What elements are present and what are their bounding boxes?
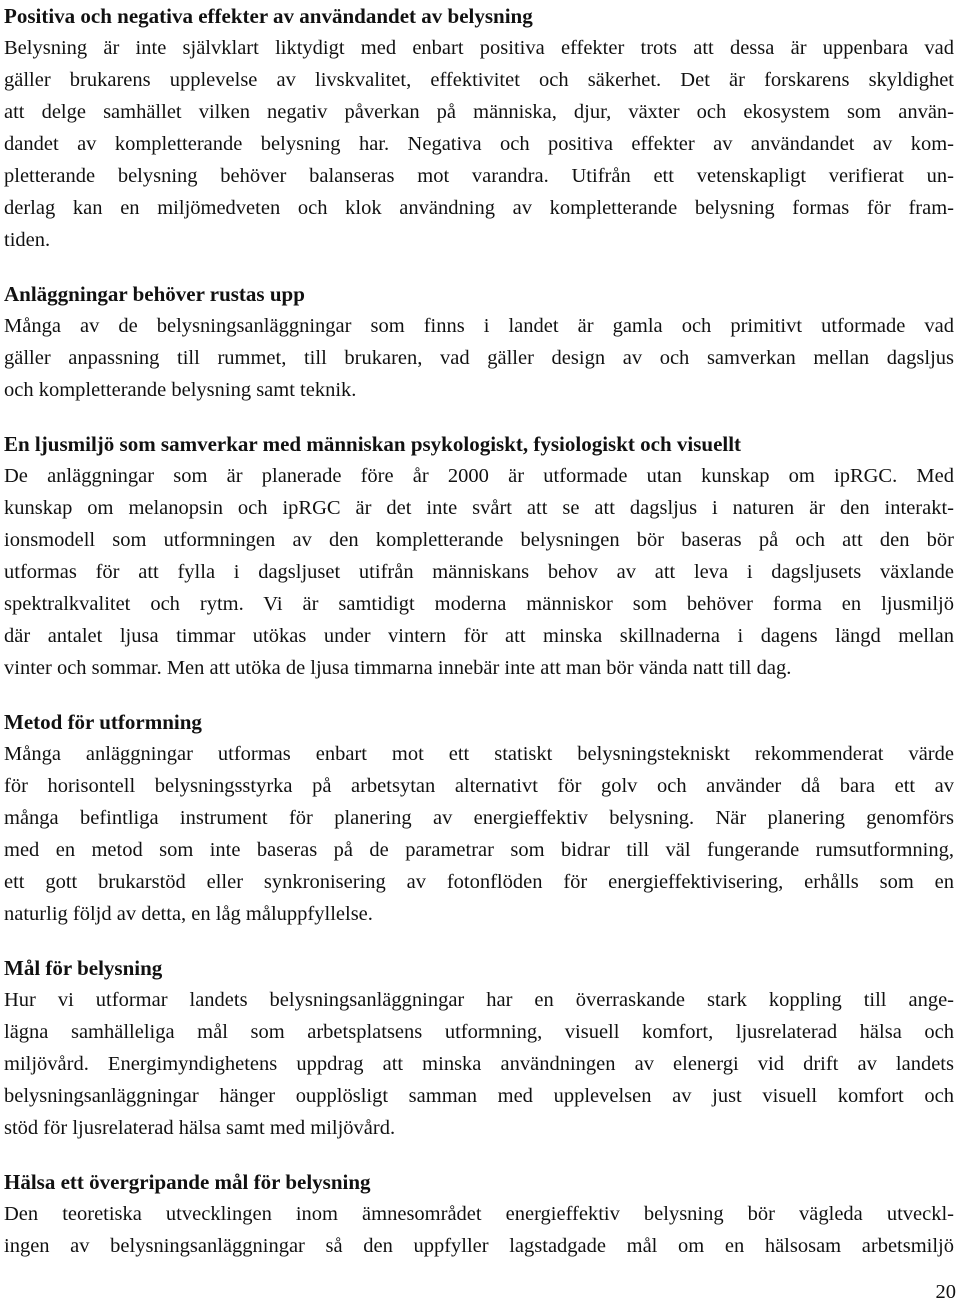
text-line: och kompletterande belysning samt teknik. (4, 379, 357, 401)
text-line: miljövård. Energimyndighetens uppdrag att minska användningen av elenergi vid drift av landets (4, 1053, 954, 1075)
section-heading: En ljusmiljö som samverkar med människan psykologiskt, fysiologiskt och visuellt (4, 432, 742, 456)
text-line: med en metod som inte baseras på de parametrar som bidrar till väl fungerande rumsutformning, (4, 839, 954, 861)
section-paragraph (4, 1198, 954, 1262)
section-heading: Anläggningar behöver rustas upp (4, 282, 305, 306)
text-line: vinter och sommar. Men att utöka de ljusa timmarna innebär inte att man bör vända natt till dag. (4, 657, 792, 679)
text-line: för horisontell belysningsstyrka på arbetsytan alternativt för golv och använder då bara ett av (4, 775, 954, 797)
text-line: De anläggningar som är planerade före år 2000 är utformade utan kunskap om ipRGC. Med (4, 465, 954, 487)
text-line: stöd för ljusrelaterad hälsa samt med miljövård. (4, 1117, 396, 1139)
section-heading: Positiva och negativa effekter av användandet av belysning (4, 4, 533, 28)
page-number: 20 (935, 1281, 956, 1303)
document-page (4, 0, 954, 1284)
section-health (4, 1166, 954, 1262)
text-line: tiden. (4, 229, 51, 251)
section-paragraph (4, 738, 954, 930)
text-line: Många anläggningar utformas enbart mot ett statiskt belysningstekniskt rekommenderat värde (4, 743, 954, 765)
section-paragraph (4, 460, 954, 684)
text-line: Många av de belysningsanläggningar som finns i landet är gamla och primitivt utformade vad (4, 315, 954, 337)
text-line: utformas för att fylla i dagsljuset utifrån människans behov av att leva i dagsljusets växlande (4, 561, 954, 583)
text-line: pletterande belysning behöver balanseras mot varandra. Utifrån ett vetenskapligt verifierat un- (4, 165, 954, 187)
text-line: ingen av belysningsanläggningar så den uppfyller lagstadgade mål om en hälsosam arbetsmiljö (4, 1235, 954, 1257)
text-line: dandet av kompletterande belysning har. Negativa och positiva effekter av användandet av kom- (4, 133, 954, 155)
text-line: Belysning är inte självklart liktydigt med enbart positiva effekter trots att dessa är uppenbara vad (4, 37, 954, 59)
text-line: gäller anpassning till rummet, till brukaren, vad gäller design av och samverkan mellan dagsljus (4, 347, 954, 369)
text-line: naturlig följd av detta, en låg måluppfyllelse. (4, 903, 373, 925)
text-line: många befintliga instrument för planering av energieffektiv belysning. När planering genomförs (4, 807, 954, 829)
text-line: där antalet ljusa timmar utökas under vintern för att minska skillnaderna i dagens längd mellan (4, 625, 954, 647)
section-effects (4, 0, 954, 256)
section-paragraph (4, 984, 954, 1144)
section-heading: Mål för belysning (4, 956, 163, 980)
text-line: Den teoretiska utvecklingen inom ämnesområdet energieffektiv belysning bör vägleda utveckl- (4, 1203, 954, 1225)
text-line: Hur vi utformar landets belysningsanläggningar har en överraskande stark koppling till ange- (4, 989, 954, 1011)
section-paragraph (4, 310, 954, 406)
section-installations (4, 278, 954, 406)
text-line: lägna samhälleliga mål som arbetsplatsens utformning, visuell komfort, ljusrelaterad hälsa och (4, 1021, 954, 1043)
text-line: ett gott brukarstöd eller synkronisering av fotonflöden för energieffektivisering, erhålls som en (4, 871, 954, 893)
section-light-environment (4, 428, 954, 684)
text-line: spektralkvalitet och rytm. Vi är samtidigt moderna människor som behöver forma en ljusmiljö (4, 593, 954, 615)
section-method (4, 706, 954, 930)
section-heading: Metod för utformning (4, 710, 202, 734)
text-line: belysningsanläggningar hänger oupplösligt samman med upplevelsen av just visuell komfort och (4, 1085, 954, 1107)
section-goals (4, 952, 954, 1144)
section-paragraph (4, 32, 954, 256)
text-line: derlag kan en miljömedveten och klok användning av kompletterande belysning formas för fram- (4, 197, 954, 219)
section-heading: Hälsa ett övergripande mål för belysning (4, 1170, 371, 1194)
text-line: gäller brukarens upplevelse av livskvalitet, effektivitet och säkerhet. Det är forskarens skyldighet (4, 69, 954, 91)
text-line: att delge samhället vilken negativ påverkan på människa, djur, växter och ekosystem som använ- (4, 101, 954, 123)
text-line: kunskap om melanopsin och ipRGC är det inte svårt att se att dagsljus i naturen är den interakt- (4, 497, 954, 519)
text-line: ionsmodell som utformningen av den kompletterande belysningen bör baseras på och att den bör (4, 529, 954, 551)
